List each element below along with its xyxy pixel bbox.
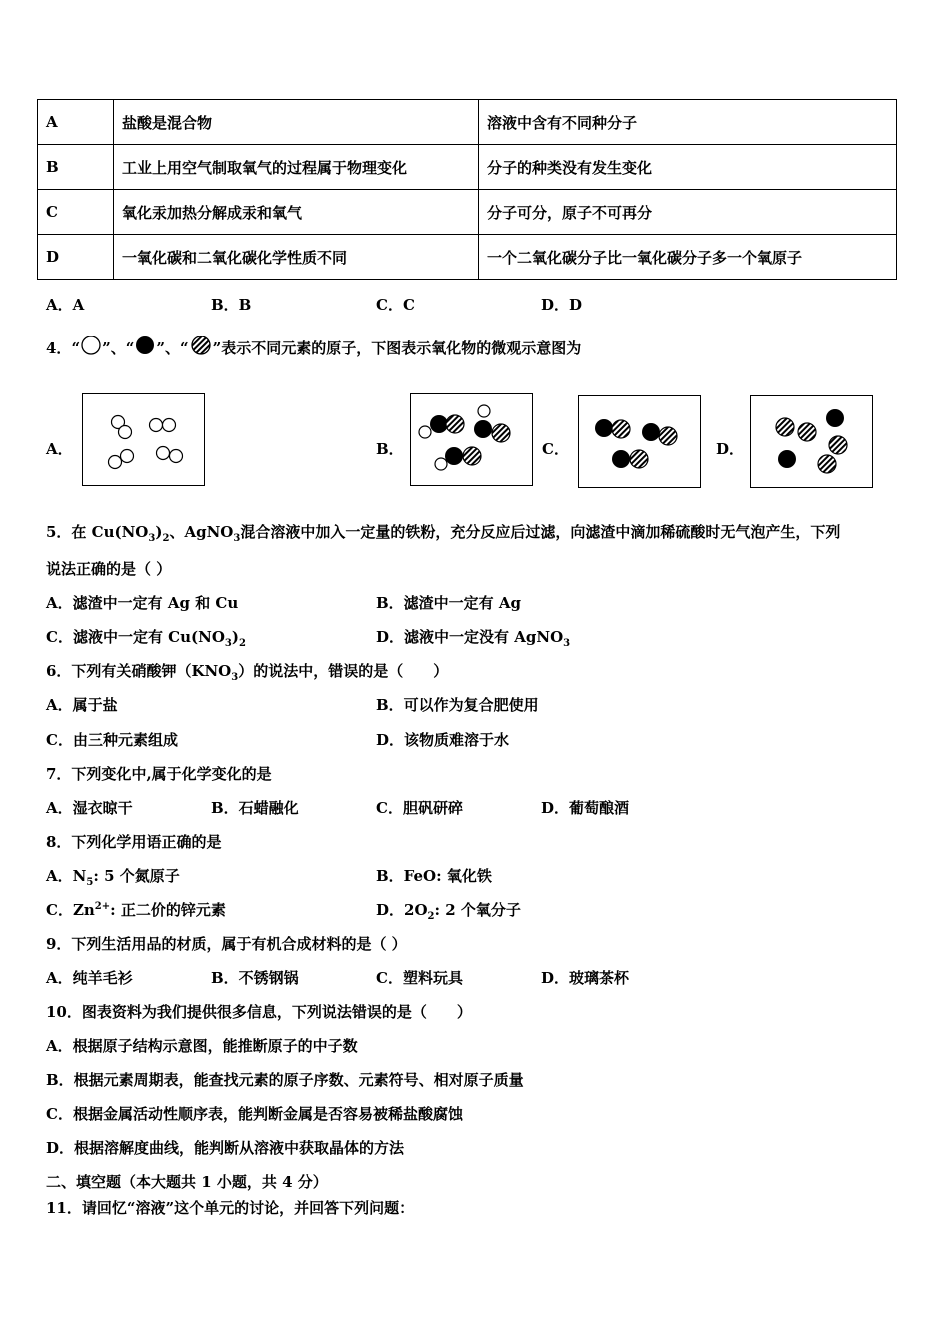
q7-option-a[interactable]: A．湿衣晾干 (46, 799, 133, 817)
table-cell-fact: 工业上用空气制取氧气的过程属于物理变化 (114, 145, 479, 190)
q5-option-b[interactable]: B．滤渣中一定有 Ag (376, 594, 522, 612)
table-cell-explanation: 一个二氧化碳分子比一氧化碳分子多一个氧原子 (479, 235, 897, 280)
q5-stem: 5．在 $Cu(NO_3)_2$、AgNO$_3$混合溶液中加入一定量的铁粉，充分反应后过滤，向滤渣中滴加稀硫酸时无气泡产生，下列 (46, 523, 841, 544)
q8-option-c[interactable]: C．$Zn^{2+}$: 正二价的锌元素 (46, 901, 226, 919)
q5-option-a[interactable]: A．滤渣中一定有 Ag 和 Cu (46, 594, 239, 612)
q10-option-a[interactable]: A．根据原子结构示意图，能推断原子的中子数 (46, 1037, 358, 1055)
table-cell-option: B (38, 145, 114, 190)
q7-stem: 7．下列变化中,属于化学变化的是 (46, 765, 272, 783)
q6-option-c[interactable]: C．由三种元素组成 (46, 731, 178, 749)
q5-option-c[interactable]: C．滤液中一定有 $Cu(NO_3)_2$ (46, 628, 246, 649)
q4-label-d[interactable]: D． (716, 440, 745, 458)
q8-stem: 8．下列化学用语正确的是 (46, 833, 222, 851)
q7-option-c[interactable]: C．胆矾研碎 (376, 799, 463, 817)
q4-label-c[interactable]: C． (542, 440, 569, 458)
table-cell-explanation: 分子的种类没有发生变化 (479, 145, 897, 190)
q4-diagram-d-svg (751, 396, 872, 487)
q9-stem: 9．下列生活用品的材质，属于有机合成材料的是（ ） (46, 935, 407, 953)
q5-option-d[interactable]: D．滤液中一定没有 AgNO$_3$ (376, 628, 571, 649)
q4-diagram-d[interactable] (750, 395, 873, 488)
q6-stem: 6．下列有关硝酸钾$(KNO_3)$的说法中，错误的是（ ） (46, 662, 449, 683)
q6-option-a[interactable]: A．属于盐 (46, 696, 118, 714)
q8-option-d[interactable]: D．$2O_2$: 2 个氧分子 (376, 901, 521, 922)
section-heading: 二、填空题（本大题共 1 小题，共 4 分） (46, 1173, 328, 1191)
table-cell-fact: 盐酸是混合物 (114, 100, 479, 145)
q10-stem: 10．图表资料为我们提供很多信息，下列说法错误的是（ ） (46, 1003, 472, 1021)
q9-option-a[interactable]: A．纯羊毛衫 (46, 969, 133, 987)
q4-diagram-b-svg (411, 394, 532, 485)
q6-option-b[interactable]: B．可以作为复合肥使用 (376, 696, 539, 714)
q9-option-b[interactable]: B．不锈钢锅 (211, 969, 299, 987)
q4-diagram-a[interactable] (82, 393, 205, 486)
q6-option-d[interactable]: D．该物质难溶于水 (376, 731, 510, 749)
q10-option-c[interactable]: C．根据金属活动性顺序表，能判断金属是否容易被稀盐酸腐蚀 (46, 1105, 463, 1123)
q3-option-d[interactable]: D．D (541, 296, 583, 314)
q4-diagram-a-svg (83, 394, 204, 485)
table-cell-fact: 氧化汞加热分解成汞和氧气 (114, 190, 479, 235)
table-row (38, 145, 897, 190)
white-atom-icon (80, 336, 102, 362)
q3-option-c[interactable]: C．C (376, 296, 415, 314)
q4-diagram-c[interactable] (578, 395, 701, 488)
table-cell-option: A (38, 100, 114, 145)
q7-option-d[interactable]: D．葡萄酿酒 (541, 799, 630, 817)
q8-option-b[interactable]: B．FeO: 氧化铁 (376, 867, 492, 885)
q11-stem: 11．请回忆“溶液”这个单元的讨论，并回答下列问题： (46, 1199, 415, 1217)
table-row (38, 190, 897, 235)
hatched-atom-icon (189, 336, 213, 362)
q4-stem: 4．“ ”、“ ”、“ ”表示不同元素的原子，下图表示氧化物的微观示意图为 (46, 336, 581, 362)
q4-label-a[interactable]: A． (46, 440, 73, 458)
q3-option-a[interactable]: A．A (46, 296, 85, 314)
q7-option-b[interactable]: B．石蜡融化 (211, 799, 299, 817)
table-cell-explanation: 溶液中含有不同种分子 (479, 100, 897, 145)
table-cell-fact: 一氧化碳和二氧化碳化学性质不同 (114, 235, 479, 280)
q3-option-b[interactable]: B．B (211, 296, 252, 314)
q10-option-d[interactable]: D．根据溶解度曲线，能判断从溶液中获取晶体的方法 (46, 1139, 405, 1157)
q10-option-b[interactable]: B．根据元素周期表，能查找元素的原子序数、元素符号、相对原子质量 (46, 1071, 524, 1089)
table-cell-explanation: 分子可分，原子不可再分 (479, 190, 897, 235)
q4-label-b[interactable]: B． (376, 440, 404, 458)
q8-option-a[interactable]: A．$N_5$: 5 个氮原子 (46, 867, 180, 888)
table-row (38, 100, 897, 145)
table-cell-option: C (38, 190, 114, 235)
q9-option-c[interactable]: C．塑料玩具 (376, 969, 463, 987)
table-cell-option: D (38, 235, 114, 280)
q4-diagram-b[interactable] (410, 393, 533, 486)
q4-diagram-c-svg (579, 396, 700, 487)
answer-table (37, 99, 897, 280)
q5-stem-line2: 说法正确的是（ ） (46, 560, 172, 578)
table-row (38, 235, 897, 280)
q9-option-d[interactable]: D．玻璃茶杯 (541, 969, 630, 987)
black-atom-icon (134, 336, 156, 362)
